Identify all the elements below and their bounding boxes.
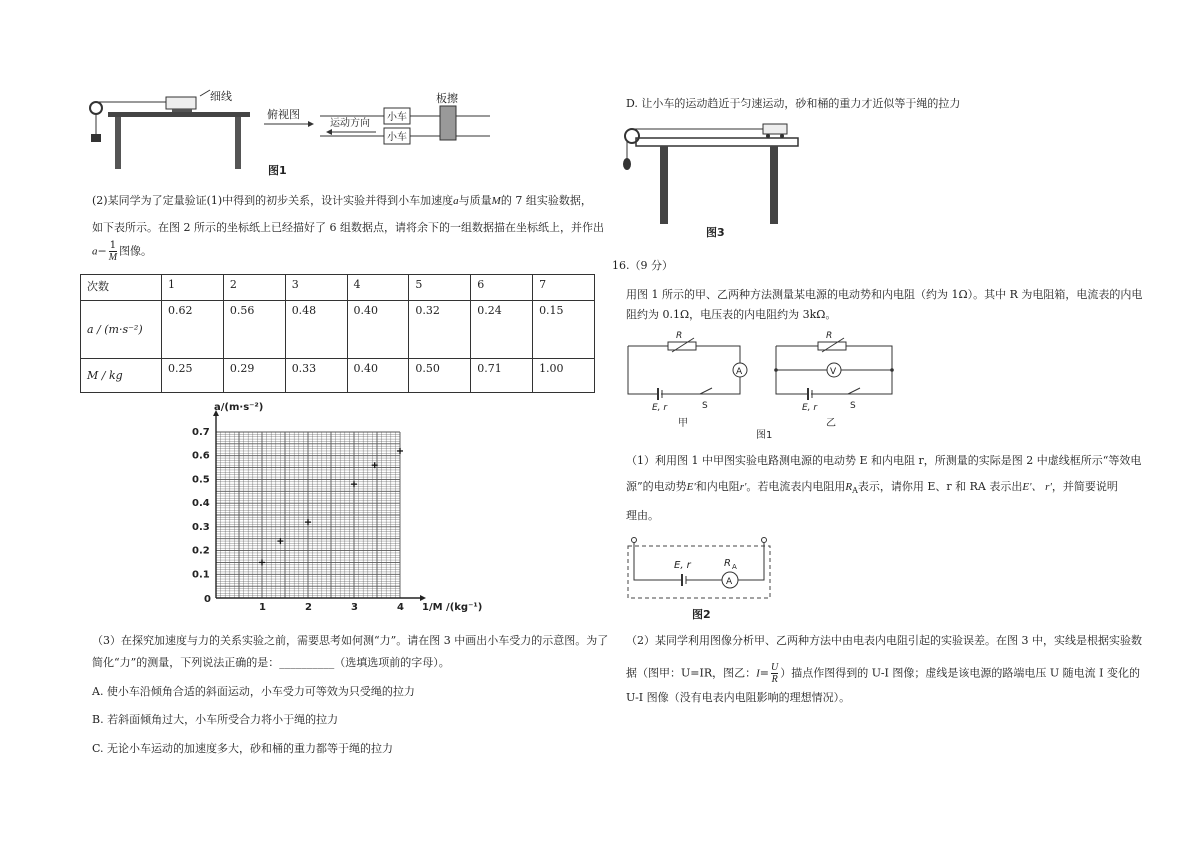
table-header: 3	[285, 275, 347, 301]
data-point	[305, 519, 311, 525]
chart-origin-label: 0	[204, 594, 211, 605]
svg-text:V: V	[830, 367, 837, 377]
x-tick-label: 1	[259, 602, 266, 613]
chart-ylabel: a/(m·s⁻²)	[214, 402, 264, 413]
q3-line-2: 简化“力”的测量，下列说法正确的是：__________（选填选项前的字母）。	[92, 656, 450, 669]
data-point	[259, 559, 265, 565]
svg-text:A: A	[732, 563, 737, 571]
option-a: A. 使小车沿倾角合适的斜面运动，小车受力可等效为只受绳的拉力	[92, 685, 415, 698]
direction-label: 运动方向	[330, 118, 370, 129]
y-tick-label: 0.7	[192, 427, 210, 438]
label-yi: 乙	[826, 418, 836, 429]
figure-3-caption: 图3	[706, 226, 725, 239]
cart-1-label: 小车	[387, 112, 407, 123]
chart-ticks	[192, 427, 404, 613]
table-header: 5	[409, 275, 471, 301]
q2-line-3: a− $\frac{1}{M}$ 图像。	[92, 240, 153, 263]
brake-label: 板擦	[436, 92, 458, 105]
y-tick-label: 0.4	[192, 498, 210, 510]
label-jia: 甲	[678, 418, 688, 429]
table-header: 1	[162, 275, 224, 301]
x-tick-label: 4	[397, 602, 404, 613]
q16-2-line-1: （2）某同学利用图像分析甲、乙两种方法中由电表内电阻引起的实验误差。在图 3 中，实线是根据实验数	[626, 634, 1142, 647]
var-a: a	[453, 195, 459, 207]
option-c: C. 无论小车运动的加速度多大，砂和桶的重力都等于绳的拉力	[92, 742, 394, 755]
circuits-caption: 图1	[756, 430, 773, 441]
table-header-label: 次数	[81, 275, 162, 301]
svg-text:E, r: E, r	[674, 560, 691, 571]
q3-line-1: （3）在探究加速度与力的关系实验之前，需要思考如何测“力”。请在图 3 中画出小车受力的示意图。为了	[92, 634, 609, 647]
y-tick-label: 0.3	[192, 521, 210, 533]
svg-text:A: A	[736, 367, 743, 377]
figure-2-chart	[190, 400, 483, 622]
x-tick-label: 2	[305, 602, 312, 613]
y-tick-label: 0.5	[192, 474, 210, 486]
q16-1-line-3: 理由。	[626, 509, 659, 522]
y-tick-label: 0.6	[192, 450, 210, 462]
svg-text:R: R	[826, 331, 833, 341]
svg-text:S: S	[850, 401, 856, 411]
topview-label: 俯视图	[267, 108, 300, 121]
table-cell: 0.40	[347, 301, 409, 359]
svg-text:R: R	[724, 558, 731, 569]
table-cell: 0.56	[223, 301, 285, 359]
svg-text:A: A	[726, 577, 733, 587]
q16-1-line-1: （1）利用图 1 中甲图实验电路测电源的电动势 E 和内电阻 r，所测量的实际是图 2 中虚线框所示“等效电	[626, 454, 1142, 467]
chart-xlabel: 1/M /(kg⁻¹)	[422, 602, 483, 613]
circuit-yi	[774, 331, 894, 429]
table-cell: 0.24	[471, 301, 533, 359]
table-header: 6	[471, 275, 533, 301]
x-axis-arrow	[420, 595, 426, 601]
svg-text:S: S	[702, 401, 708, 411]
var-M: M	[491, 195, 501, 207]
table-cell: 0.50	[409, 359, 471, 393]
chart-grid	[216, 432, 400, 598]
figure-2-caption: 图2	[692, 608, 711, 621]
table-cell: 0.15	[533, 301, 595, 359]
q16-line-2: 阻约为 0.1Ω，电压表的内电阻约为 3kΩ。	[626, 308, 837, 321]
table-header: 4	[347, 275, 409, 301]
row-a-label: a / (m·s⁻²)	[81, 301, 162, 359]
table-cell: 0.71	[471, 359, 533, 393]
q16-1-line-2: 源”的电动势E'和内电阻r'。若电流表内电阻用$R_A$表示，请你用 E、r 和 RA 表示出E'、 r'，并简要说明	[626, 480, 1118, 496]
table-cell: 0.25	[162, 359, 224, 393]
data-point	[351, 481, 357, 487]
data-table	[80, 274, 595, 393]
q16-2-line-2: 据（图甲：U=IR，图乙：I= $\frac{U}{R}$ ）描点作图得到的 U-I 图像；虚线是该电源的路端电压 U 随电流 I 变化的	[626, 662, 1140, 685]
option-d: D. 让小车的运动趋近于匀速运动，砂和桶的重力才近似等于绳的拉力	[626, 97, 961, 110]
circuit-jia	[628, 331, 747, 429]
cart-2-label: 小车	[387, 132, 407, 143]
y-tick-label: 0.2	[192, 545, 210, 557]
figure-3-apparatus	[618, 118, 808, 244]
table-cell: 0.33	[285, 359, 347, 393]
q16-line-1: 用图 1 所示的甲、乙两种方法测量某电源的电动势和内电阻（约为 1Ω）。其中 R 为电阻箱，电流表的内电	[626, 288, 1143, 301]
table-header: 7	[533, 275, 595, 301]
q16-header: 16.（9 分）	[612, 259, 673, 272]
option-b: B. 若斜面倾角过大，小车所受合力将小于绳的拉力	[92, 713, 339, 726]
y-tick-label: 0.1	[192, 569, 210, 581]
figure-1-caption: 图1	[268, 164, 287, 177]
x-tick-label: 3	[351, 602, 358, 613]
thread-label: 细线	[210, 90, 232, 103]
table-cell: 0.48	[285, 301, 347, 359]
q2-line-1: (2)某同学为了定量验证(1)中得到的初步关系，设计实验并得到小车加速度a与质量M的 7 组实验数据，	[92, 194, 592, 207]
table-cell: 0.40	[347, 359, 409, 393]
q2-line-2: 如下表所示。在图 2 所示的坐标纸上已经描好了 6 组数据点，请将余下的一组数据描在坐标纸上，并作出	[92, 221, 604, 234]
q16-2-line-3: U-I 图像（没有电表内电阻影响的理想情况）。	[626, 691, 851, 704]
figure-1-circuits	[620, 330, 900, 444]
table-cell: 0.29	[223, 359, 285, 393]
table-cell: 0.62	[162, 301, 224, 359]
svg-text:E, r: E, r	[652, 403, 668, 413]
figure-1-apparatus	[80, 88, 480, 180]
figure-2-equivalent-source	[622, 534, 778, 626]
table-header: 2	[223, 275, 285, 301]
svg-text:E, r: E, r	[802, 403, 818, 413]
svg-text:R: R	[676, 331, 683, 341]
data-point	[397, 448, 403, 454]
table-cell: 1.00	[533, 359, 595, 393]
table-cell: 0.32	[409, 301, 471, 359]
row-m-label: M / kg	[81, 359, 162, 393]
